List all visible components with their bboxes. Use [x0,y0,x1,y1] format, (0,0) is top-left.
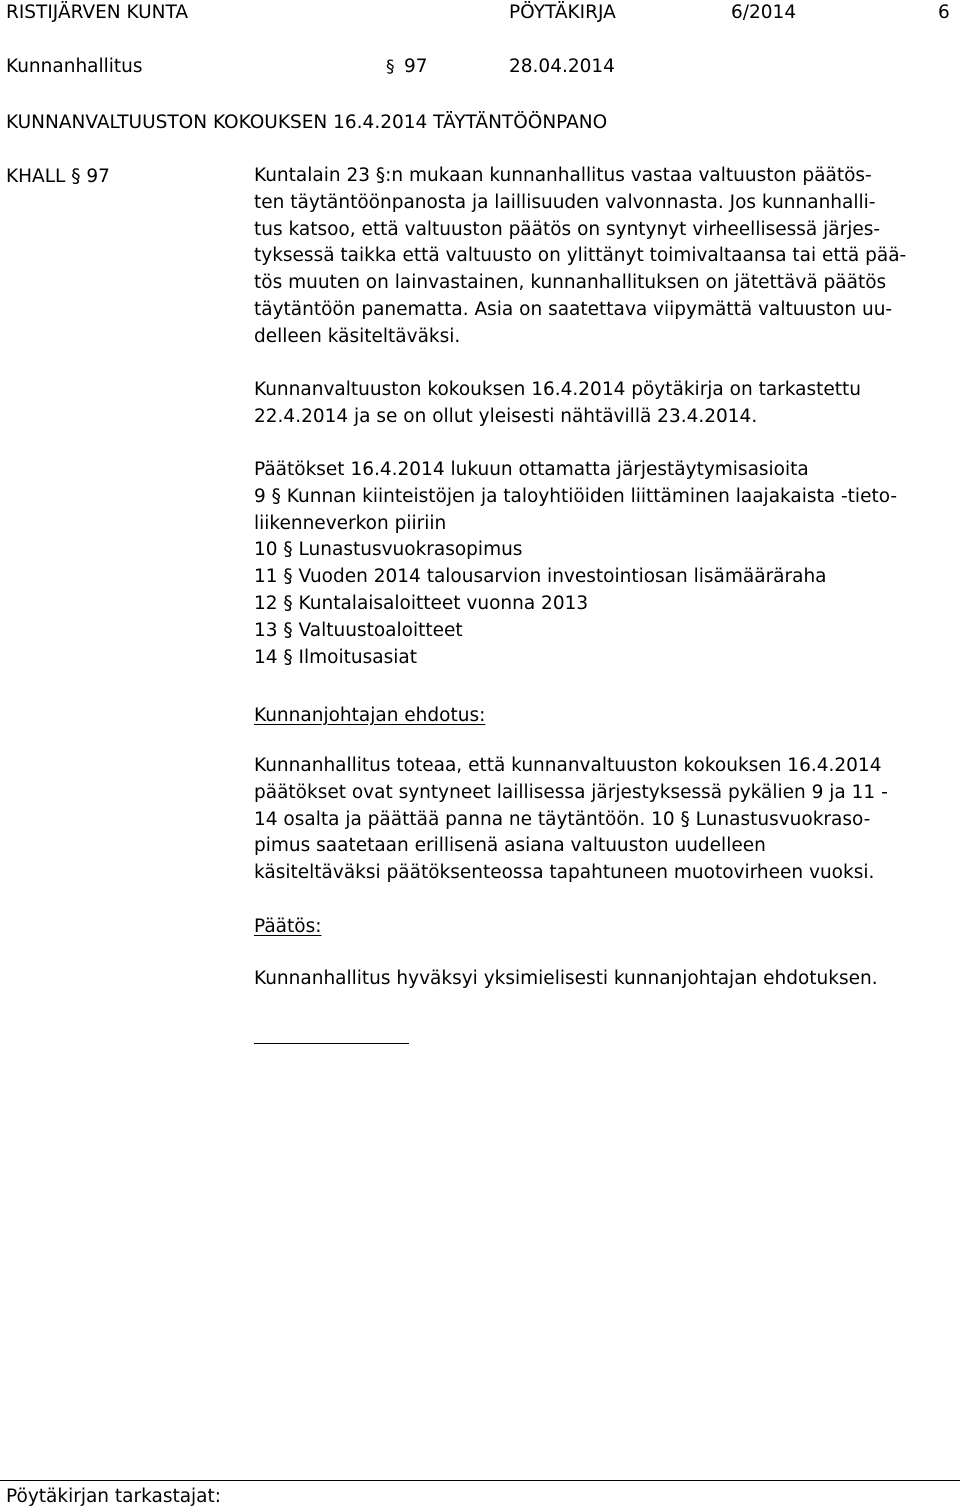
header-org: RISTIJÄRVEN KUNTA [6,2,189,23]
proposal-heading-block [254,703,954,730]
review-line: Kunnanvaltuuston kokouksen 16.4.2014 pöytäkirja on tarkastettu [254,379,862,400]
decision-heading: Päätös: [254,916,322,937]
proposal-line: Kunnanhallitus toteaa, että kunnanvaltuuston kokouksen 16.4.2014 [254,755,882,776]
item-title: KUNNANVALTUUSTON KOKOUKSEN 16.4.2014 TÄYTÄNTÖÖNPANO [6,112,608,133]
item-reference: KHALL § 97 [6,166,110,187]
proposal-line: pimus saatetaan erillisenä asiana valtuuston uudelleen [254,835,766,857]
decision-item: 9 § Kunnan kiinteistöjen ja taloyhtiöiden liittäminen laajakaista -tieto- [254,485,898,507]
intro-line: tus katsoo, että valtuuston päätös on syntynyt virheellisessä järjes- [254,218,881,240]
footer-rule [0,1480,960,1481]
header-page-number: 6 [938,2,950,23]
decision-paragraph [254,966,954,993]
decisions-heading: Päätökset 16.4.2014 lukuun ottamatta järjestäytymisasioita [254,459,809,480]
header-doc-number: 6/2014 [731,2,797,23]
intro-line: Kuntalain 23 §:n mukaan kunnanhallitus vastaa valtuuston päätös- [254,165,872,186]
header-body-name: Kunnanhallitus [6,56,143,77]
separator-rule [254,1043,409,1044]
decision-item: 12 § Kuntalaisaloitteet vuonna 2013 [254,592,589,614]
header-section-sign [386,56,395,77]
proposal-line: 14 osalta ja päättää panna ne täytäntöön. 10 § Lunastusvuokraso- [254,808,871,830]
decision-item: 11 § Vuoden 2014 talousarvion investointiosan lisämääräraha [254,566,827,588]
decision-heading-block [254,914,954,941]
header-date: 28.04.2014 [509,56,615,77]
intro-line: delleen käsiteltäväksi. [254,325,461,347]
decision-text: Kunnanhallitus hyväksyi yksimielisesti kunnanjohtajan ehdotuksen. [254,968,878,989]
proposal-line: päätökset ovat syntyneet laillisessa järjestyksessä pykälien 9 ja 11 - [254,781,888,803]
intro-line: ten täytäntöönpanosta ja laillisuuden valvonnasta. Jos kunnanhalli- [254,191,876,213]
header-section-number: 97 [404,56,428,77]
intro-line: tös muuten on lainvastainen, kunnanhallituksen on jätettävä päätös [254,272,887,294]
decisions-list [254,457,954,671]
intro-line: täytäntöön panematta. Asia on saatettava viipymättä valtuuston uu- [254,298,893,320]
decision-item: 14 § Ilmoitusasiat [254,646,417,668]
decision-item: 10 § Lunastusvuokrasopimus [254,539,523,561]
proposal-paragraph [254,753,954,887]
proposal-heading: Kunnanjohtajan ehdotus: [254,705,486,726]
intro-line: tyksessä taikka että valtuusto on ylittänyt toimivaltaansa tai että pää- [254,245,907,267]
footer-reviewers-label: Pöytäkirjan tarkastajat: [6,1486,222,1507]
section-sign-icon: § [386,57,395,77]
review-line: 22.4.2014 ja se on ollut yleisesti nähtävillä 23.4.2014. [254,405,758,427]
intro-paragraph [254,163,954,351]
review-paragraph [254,377,954,431]
decision-item: 13 § Valtuustoaloitteet [254,619,463,641]
header-doc-type: PÖYTÄKIRJA [509,2,616,23]
proposal-line: käsiteltäväksi päätöksenteossa tapahtuneen muotovirheen vuoksi. [254,862,875,884]
decision-item-continued: liikenneverkon piiriin [254,512,447,534]
